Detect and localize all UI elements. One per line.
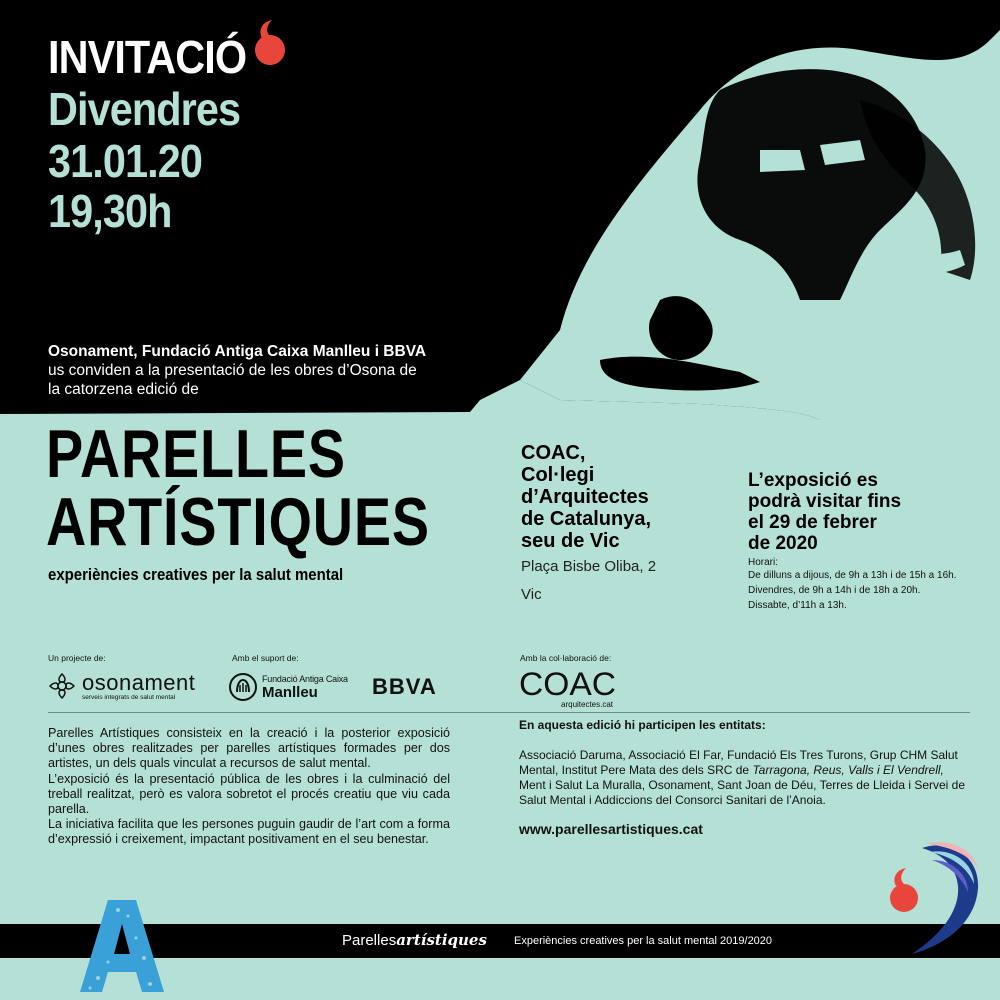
entities-list <box>519 748 969 808</box>
hours-label: Horari: <box>748 557 779 568</box>
venue-address: Plaça Bisbe Oliba, 2 <box>521 558 657 575</box>
hours-line: Divendres, de 9h a 14h i de 18h a 20h. <box>748 585 921 596</box>
venue-city: Vic <box>521 586 542 603</box>
entities-text: Associació Daruma, Associació El Far, Fundació Els Tres Turons, Grup CHM Salut Mental, Institut Pere Mata des dels SRC de <box>519 748 958 777</box>
footer-tagline: Experiències creatives per la salut mental 2019/2020 <box>514 935 773 947</box>
visit-head-line: el 29 de febrer <box>748 512 877 533</box>
osonament-subtitle: serveis integrats de salut mental <box>82 694 176 701</box>
hands-circle-icon <box>228 672 258 702</box>
coac-name: COAC <box>519 666 617 702</box>
event-time: 19,30h <box>48 185 172 237</box>
visit-head-line: L’exposició es <box>748 470 878 491</box>
website-link[interactable]: www.parellesartistiques.cat <box>519 821 703 837</box>
entities-block <box>519 718 969 837</box>
osonament-name: osonament <box>82 670 196 695</box>
hours-line: De dilluns a dijous, de 9h a 13h i de 15h a 16h. <box>748 570 957 581</box>
section-divider <box>48 712 970 713</box>
footer-brand-2: artístiques <box>396 931 487 949</box>
collab-label: Amb la col·laboració de: <box>520 653 612 663</box>
venue-name-line: COAC, <box>521 442 586 464</box>
hours-line: Dissabte, d’11h a 13h. <box>748 600 847 611</box>
intro-organizers: Osonament, Fundació Antiga Caixa Manlleu i BBVA <box>48 343 427 360</box>
venue-name-line: d’Arquitectes <box>521 486 649 508</box>
osonament-logo <box>48 670 208 704</box>
project-label: Un projecte de: <box>48 653 106 663</box>
main-title-line2: ARTÍSTIQUES <box>46 484 430 560</box>
visit-head-line: podrà visitar fins <box>748 491 902 512</box>
parelles-a-logo-icon <box>78 898 166 994</box>
intro-line: us conviden a la presentació de les obres d’Osona de <box>48 362 417 379</box>
visit-block <box>748 470 988 613</box>
description-paragraph: L’exposició és la presentació pública de les obres i la culminació del treball realitzat, però es valora sobretot el procés creatiu que viu cada parella. <box>48 771 450 817</box>
entities-italic: Tarragona, Reus, Valls i El Vendrell, <box>752 763 944 777</box>
fundacio-name: Fundació Antiga Caixa <box>262 674 348 684</box>
event-date: 31.01.20 <box>48 135 202 187</box>
event-day: Divendres <box>48 83 241 135</box>
description-text <box>48 726 450 848</box>
footer-brand-1: Parelles <box>342 932 397 949</box>
bbva-logo: BBVA <box>372 674 437 699</box>
venue-name-line: Col·legi <box>521 464 595 486</box>
osonament-flower-icon <box>48 672 76 700</box>
venue-block <box>521 442 721 608</box>
fundacio-manlleu-logo <box>228 670 368 704</box>
description-paragraph: La iniciativa facilita que les persones puguin gaudir de l’art com a forma d’expressió i creixement, impactant positivament en el seu benestar. <box>48 817 450 847</box>
entities-text: Ment i Salut La Muralla, Osonament, Sant Joan de Déu, Terres de Lleida i Servei de Salut Mental i Addiccions del Consorci Sanitari de l’Anoia. <box>519 778 966 807</box>
intro-text <box>48 342 478 399</box>
swoosh-logo-icon <box>882 838 982 956</box>
venue-name-line: seu de Vic <box>521 530 620 552</box>
entities-heading: En aquesta edició hi participen les entitats: <box>519 718 766 732</box>
coac-logo <box>519 666 629 710</box>
main-subtitle: experiències creatives per la salut mental <box>48 565 344 584</box>
fundacio-city: Manlleu <box>262 684 318 701</box>
invitation-title: INVITACIÓ <box>48 31 247 83</box>
footer-brand <box>342 931 487 949</box>
visit-head-line: de 2020 <box>748 533 818 554</box>
venue-name-line: de Catalunya, <box>521 508 652 530</box>
main-title-line1: PARELLES <box>46 416 346 492</box>
description-paragraph: Parelles Artístiques consisteix en la creació i la posterior exposició d’unes obres realitzades per parelles artístiques formades per dos artistes, un dels quals vinculat a recursos de salut mental. <box>48 726 450 771</box>
intro-line: la catorzena edició de <box>48 381 199 398</box>
coac-domain: arquitectes.cat <box>561 700 614 709</box>
support-label: Amb el suport de: <box>232 653 299 663</box>
